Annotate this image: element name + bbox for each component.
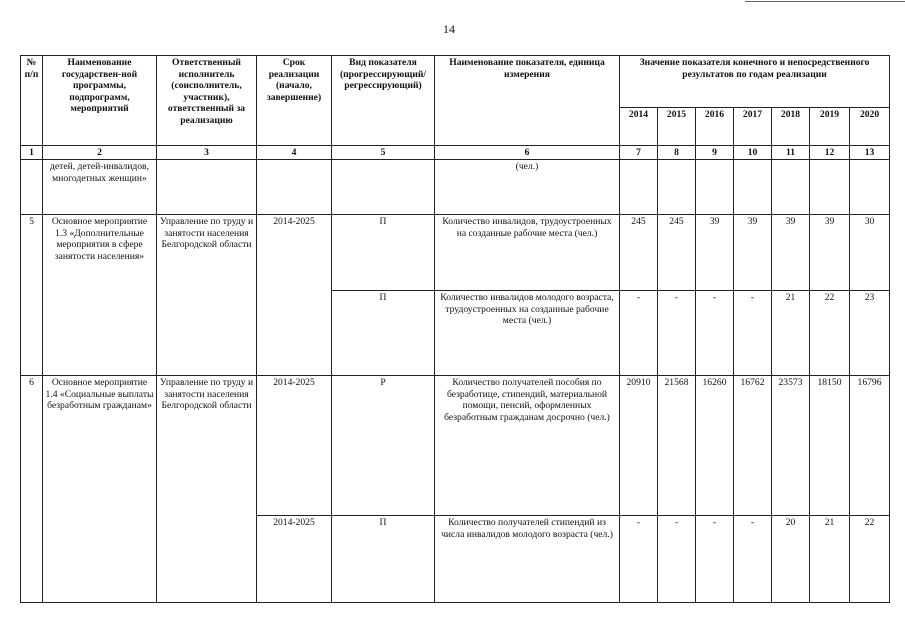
row-value: 22 — [810, 291, 850, 376]
row-value: 21 — [772, 291, 810, 376]
table-row — [21, 160, 890, 215]
header-term: Срок реализации (начало, завершение) — [257, 56, 332, 146]
table-row — [21, 215, 890, 291]
row-indicator: (чел.) — [435, 160, 620, 215]
row-value: 20910 — [620, 376, 658, 516]
row-value: 16260 — [696, 376, 734, 516]
header-num: № п/п — [21, 56, 43, 146]
row-kind: Р — [332, 376, 435, 516]
row-term: 2014-2025 — [257, 376, 332, 516]
column-number: 7 — [620, 146, 658, 160]
row-value: - — [696, 291, 734, 376]
column-numbers-row — [21, 146, 890, 160]
row-value: - — [734, 291, 772, 376]
row-value — [810, 160, 850, 215]
column-number: 9 — [696, 146, 734, 160]
header-year: 2014 — [620, 108, 658, 146]
column-number: 5 — [332, 146, 435, 160]
row-value — [658, 160, 696, 215]
row-num: 5 — [21, 215, 43, 376]
column-number: 6 — [435, 146, 620, 160]
row-kind — [332, 160, 435, 215]
header-year: 2018 — [772, 108, 810, 146]
row-indicator: Количество получателей пособия по безработице, стипендий, материальной помощи, пенсий, оформленных безработным гражданам досрочно (чел.) — [435, 376, 620, 516]
row-value: - — [734, 516, 772, 603]
row-value: 23 — [850, 291, 890, 376]
row-value — [772, 160, 810, 215]
row-value — [696, 160, 734, 215]
row-term: 2014-2025 — [257, 215, 332, 376]
column-number: 3 — [157, 146, 257, 160]
column-number: 2 — [43, 146, 157, 160]
row-value: 245 — [620, 215, 658, 291]
row-value: 16796 — [850, 376, 890, 516]
row-value: 39 — [810, 215, 850, 291]
row-value — [734, 160, 772, 215]
column-number: 12 — [810, 146, 850, 160]
row-kind: П — [332, 291, 435, 376]
row-name: детей, детей-инвалидов, многодетных женщин» — [43, 160, 157, 215]
header-indicator: Наименование показателя, единица измерения — [435, 56, 620, 146]
row-indicator: Количество инвалидов, трудоустроенных на созданные рабочие места (чел.) — [435, 215, 620, 291]
row-value: 23573 — [772, 376, 810, 516]
row-value — [620, 160, 658, 215]
row-value: - — [658, 516, 696, 603]
column-number: 13 — [850, 146, 890, 160]
row-value: 18150 — [810, 376, 850, 516]
header-year: 2017 — [734, 108, 772, 146]
row-value: - — [658, 291, 696, 376]
column-number: 4 — [257, 146, 332, 160]
header-executor: Ответственный исполнитель (соисполнитель, участник), ответственный за реализацию — [157, 56, 257, 146]
row-value — [850, 160, 890, 215]
row-executor: Управление по труду и занятости населения Белгородской области — [157, 376, 257, 603]
row-value: 22 — [850, 516, 890, 603]
row-indicator: Количество получателей стипендий из числа инвалидов молодого возраста (чел.) — [435, 516, 620, 603]
header-name: Наименование государствен-ной программы, подпрограмм, мероприятий — [43, 56, 157, 146]
header-values: Значение показателя конечного и непосредственного результатов по годам реализации — [620, 56, 890, 108]
column-number: 10 — [734, 146, 772, 160]
row-value: 21 — [810, 516, 850, 603]
row-value: - — [696, 516, 734, 603]
row-kind: П — [332, 516, 435, 603]
table-row — [21, 376, 890, 516]
top-edge-line — [745, 1, 905, 2]
row-value: 20 — [772, 516, 810, 603]
row-value: - — [620, 291, 658, 376]
row-value: - — [620, 516, 658, 603]
row-value: 39 — [734, 215, 772, 291]
row-executor: Управление по труду и занятости населения Белгородской области — [157, 215, 257, 376]
row-term — [257, 160, 332, 215]
row-num — [21, 160, 43, 215]
column-number: 1 — [21, 146, 43, 160]
row-kind: П — [332, 215, 435, 291]
header-year: 2016 — [696, 108, 734, 146]
row-executor — [157, 160, 257, 215]
row-value: 21568 — [658, 376, 696, 516]
page-number: 14 — [443, 22, 455, 36]
header-year: 2020 — [850, 108, 890, 146]
header-year: 2015 — [658, 108, 696, 146]
row-value: 245 — [658, 215, 696, 291]
row-value: 39 — [696, 215, 734, 291]
header-year: 2019 — [810, 108, 850, 146]
row-value: 16762 — [734, 376, 772, 516]
row-indicator: Количество инвалидов молодого возраста, трудоустроенных на созданные рабочие места (чел.) — [435, 291, 620, 376]
program-indicators-table — [20, 55, 890, 603]
row-value: 30 — [850, 215, 890, 291]
row-value: 39 — [772, 215, 810, 291]
column-number: 8 — [658, 146, 696, 160]
row-term: 2014-2025 — [257, 516, 332, 603]
column-number: 11 — [772, 146, 810, 160]
row-name: Основное мероприятие 1.3 «Дополнительные мероприятия в сфере занятости населения» — [43, 215, 157, 376]
row-num: 6 — [21, 376, 43, 603]
row-name: Основное мероприятие 1.4 «Социальные выплаты безработным гражданам» — [43, 376, 157, 603]
header-kind: Вид показателя (прогрессирующий/ регрессирующий) — [332, 56, 435, 146]
